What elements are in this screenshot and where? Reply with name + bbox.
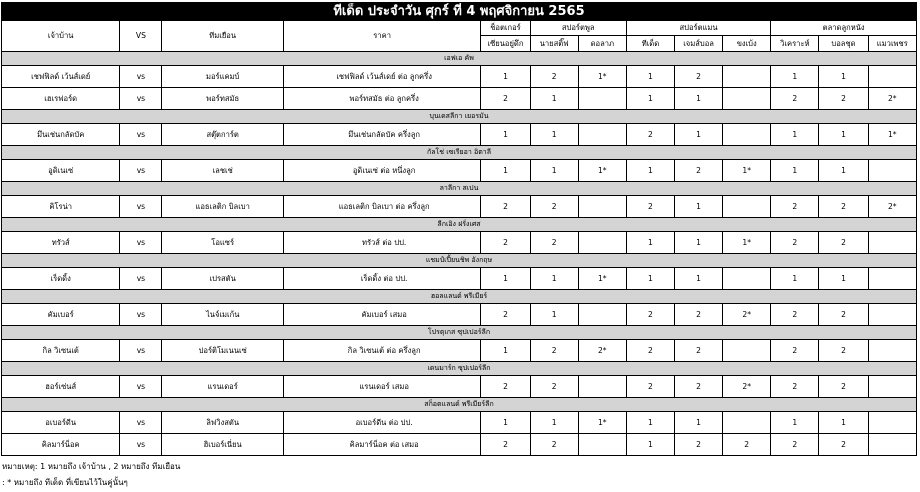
league-row <box>2 326 917 340</box>
pick-cell <box>868 232 916 254</box>
pick-cell: 1* <box>578 268 626 290</box>
header-group-sportman: สปอร์ตแมน <box>626 21 770 36</box>
pick-cell: 1 <box>675 412 723 434</box>
footnotes <box>2 459 180 491</box>
pick-cell: 1 <box>626 88 674 110</box>
pick-cell: 1 <box>675 196 723 218</box>
header-tipster: เซียนอยู่ดึก <box>481 36 530 52</box>
pick-cell: 2 <box>481 304 530 326</box>
pick-cell: 2 <box>530 340 578 362</box>
pick-cell: 1 <box>626 268 674 290</box>
away-team: แอธเลติก บิลเบา <box>162 196 283 218</box>
away-team: มอร์แคมบ์ <box>162 66 283 88</box>
pick-cell <box>723 340 771 362</box>
pick-cell: 2 <box>530 376 578 398</box>
pick-cell: 2 <box>675 304 723 326</box>
pick-cell: 2 <box>771 376 819 398</box>
pick-cell: 1 <box>771 66 819 88</box>
league-row <box>2 362 917 376</box>
pick-cell: 2 <box>819 376 868 398</box>
pick-cell: 1* <box>723 232 771 254</box>
home-team: คิลมาร์น็อค <box>2 434 120 456</box>
vs-label: vs <box>120 434 162 456</box>
footnote-star: : * หมายถึง ทีเด็ด ที่เขียนไว้ในคู่นั้นๆ <box>2 478 128 487</box>
pick-cell: 1 <box>819 124 868 146</box>
away-team: ลิฟวิงสตัน <box>162 412 283 434</box>
price-text: คิลมาร์น็อค ต่อ เสมอ <box>283 434 481 456</box>
pick-cell <box>868 304 916 326</box>
pick-cell: 2 <box>771 88 819 110</box>
pick-cell: 2 <box>530 434 578 456</box>
pick-cell <box>578 196 626 218</box>
home-team: อูดิเนเซ่ <box>2 160 120 182</box>
pick-cell: 1 <box>626 66 674 88</box>
vs-label: vs <box>120 66 162 88</box>
pick-cell: 2 <box>675 160 723 182</box>
pick-cell: 1 <box>819 412 868 434</box>
pick-cell: 1 <box>481 412 530 434</box>
pick-cell: 2 <box>771 304 819 326</box>
pick-cell: 1 <box>530 160 578 182</box>
header-tipster: วิเคราะห์ <box>771 36 819 52</box>
pick-cell: 2 <box>530 66 578 88</box>
price-text: มึนเช่นกลัดบัค ครึ่งลูก <box>283 124 481 146</box>
title-row <box>2 3 917 21</box>
pick-cell: 2 <box>675 376 723 398</box>
league-row <box>2 218 917 232</box>
league-name: แชมป์เปี้ยนชิพ อังกฤษ <box>2 254 917 268</box>
pick-cell: 2 <box>819 340 868 362</box>
league-name: โปรตุเกส ซุปเปอร์ลีก <box>2 326 917 340</box>
pick-cell: 1 <box>675 124 723 146</box>
pick-cell: 1 <box>675 268 723 290</box>
tips-table-body <box>2 3 917 456</box>
pick-cell <box>723 66 771 88</box>
pick-cell: 1* <box>578 160 626 182</box>
match-row <box>2 434 917 456</box>
pick-cell: 1 <box>481 66 530 88</box>
pick-cell: 2 <box>675 340 723 362</box>
league-name: บุนเดสลีกา เยอรมัน <box>2 110 917 124</box>
away-team: พอร์ทสมัธ <box>162 88 283 110</box>
pick-cell <box>868 160 916 182</box>
tips-sheet <box>1 2 917 456</box>
pick-cell: 1 <box>530 412 578 434</box>
home-team: เฮเรฟอร์ด <box>2 88 120 110</box>
pick-cell <box>578 88 626 110</box>
home-team: มึนเช่นกลัดบัค <box>2 124 120 146</box>
pick-cell: 1 <box>771 124 819 146</box>
pick-cell: 2* <box>868 88 916 110</box>
away-team: โอแซร์ <box>162 232 283 254</box>
header-tipster: บอลชุด <box>819 36 868 52</box>
pick-cell <box>723 268 771 290</box>
pick-cell: 2 <box>819 304 868 326</box>
header-tipster: นายสติ๊ฟ <box>530 36 578 52</box>
pick-cell: 2 <box>530 232 578 254</box>
match-row <box>2 376 917 398</box>
match-row <box>2 124 917 146</box>
price-text: อเบอร์ดีน ต่อ ปป. <box>283 412 481 434</box>
header-vs: VS <box>120 21 162 52</box>
price-text: เร็ดดิ้ง ต่อ ปป. <box>283 268 481 290</box>
pick-cell: 2 <box>819 232 868 254</box>
pick-cell: 1 <box>771 160 819 182</box>
pick-cell: 1 <box>771 268 819 290</box>
pick-cell: 2 <box>626 196 674 218</box>
pick-cell <box>723 412 771 434</box>
price-text: แอธเลติก บิลเบา ต่อ ครึ่งลูก <box>283 196 481 218</box>
pick-cell: 2 <box>481 376 530 398</box>
pick-cell: 2 <box>819 88 868 110</box>
home-team: ฮอร์เซ่นส์ <box>2 376 120 398</box>
price-text: อูดิเนเซ่ ต่อ หนึ่งลูก <box>283 160 481 182</box>
pick-cell: 2 <box>771 434 819 456</box>
pick-cell <box>578 376 626 398</box>
pick-cell: 2 <box>675 66 723 88</box>
league-name: เอฟเอ คัพ <box>2 52 917 66</box>
pick-cell: 1 <box>530 304 578 326</box>
vs-label: vs <box>120 268 162 290</box>
pick-cell: 1 <box>530 124 578 146</box>
vs-label: vs <box>120 340 162 362</box>
footnote-legend: หมายเหตุ: 1 หมายถึง เจ้าบ้าน , 2 หมายถึง ทีมเยือน <box>2 462 181 471</box>
pick-cell: 1 <box>481 268 530 290</box>
league-name: กัลโช่ เซเรียอา อิตาลี <box>2 146 917 160</box>
pick-cell <box>868 412 916 434</box>
tips-table <box>1 2 917 456</box>
pick-cell: 2 <box>626 376 674 398</box>
pick-cell: 2 <box>723 434 771 456</box>
vs-label: vs <box>120 88 162 110</box>
match-row <box>2 232 917 254</box>
match-row <box>2 304 917 326</box>
pick-cell: 1* <box>578 66 626 88</box>
header-tipster: ขงเบ้ง <box>723 36 771 52</box>
pick-cell <box>578 232 626 254</box>
price-text: คัมเบอร์ เสมอ <box>283 304 481 326</box>
header-group-sportpool: สปอร์ตพูล <box>530 21 626 36</box>
pick-cell <box>578 434 626 456</box>
pick-cell: 2 <box>481 88 530 110</box>
pick-cell <box>868 66 916 88</box>
header-away: ทีมเยือน <box>162 21 283 52</box>
page-title: ทีเด็ด ประจำวัน ศุกร์ ที่ 4 พฤศจิกายน 2565 <box>2 3 917 21</box>
pick-cell <box>723 196 771 218</box>
league-name: เดนมาร์ก ซุปเปอร์ลีก <box>2 362 917 376</box>
pick-cell: 2 <box>481 232 530 254</box>
header-tipster: แมวเพชร <box>868 36 916 52</box>
league-name: ฮอลแลนด์ พรีเมียร์ <box>2 290 917 304</box>
pick-cell <box>868 376 916 398</box>
header-tipster: ทีเด็ด <box>626 36 674 52</box>
pick-cell: 1 <box>626 412 674 434</box>
league-row <box>2 52 917 66</box>
league-row <box>2 146 917 160</box>
away-team: ปอร์ติโมเนนเซ่ <box>162 340 283 362</box>
vs-label: vs <box>120 160 162 182</box>
pick-cell: 2 <box>626 124 674 146</box>
away-team: ไนจ์เมเก้น <box>162 304 283 326</box>
league-name: ลาลีกา สเปน <box>2 182 917 196</box>
pick-cell: 2* <box>868 196 916 218</box>
pick-cell: 2 <box>530 196 578 218</box>
pick-cell: 1* <box>723 160 771 182</box>
header-tipster: เจมส์บอล <box>675 36 723 52</box>
league-row <box>2 290 917 304</box>
pick-cell: 1 <box>481 160 530 182</box>
match-row <box>2 88 917 110</box>
pick-cell: 1 <box>530 268 578 290</box>
pick-cell <box>578 124 626 146</box>
pick-cell: 1 <box>819 268 868 290</box>
pick-cell: 2 <box>771 232 819 254</box>
pick-cell: 1 <box>771 412 819 434</box>
match-row <box>2 412 917 434</box>
pick-cell: 1* <box>578 412 626 434</box>
pick-cell: 1 <box>481 340 530 362</box>
home-team: เร็ดดิ้ง <box>2 268 120 290</box>
away-team: แรนเดอร์ <box>162 376 283 398</box>
pick-cell <box>868 340 916 362</box>
price-text: พอร์ทสมัธ ต่อ ลูกครึ่ง <box>283 88 481 110</box>
home-team: คิโรน่า <box>2 196 120 218</box>
pick-cell: 2 <box>771 196 819 218</box>
league-row <box>2 398 917 412</box>
vs-label: vs <box>120 124 162 146</box>
match-row <box>2 196 917 218</box>
away-team: สตุ๊ตการ์ต <box>162 124 283 146</box>
pick-cell: 1 <box>675 88 723 110</box>
price-text: เชฟฟิลด์ เว้นส์เดย์ ต่อ ลูกครึ่ง <box>283 66 481 88</box>
header-row-groups <box>2 21 917 36</box>
home-team: อเบอร์ดีน <box>2 412 120 434</box>
pick-cell: 1 <box>626 232 674 254</box>
price-text: แรนเดอร์ เสมอ <box>283 376 481 398</box>
home-team: คัมเบอร์ <box>2 304 120 326</box>
pick-cell: 1 <box>626 434 674 456</box>
match-row <box>2 160 917 182</box>
header-home: เจ้าบ้าน <box>2 21 120 52</box>
vs-label: vs <box>120 304 162 326</box>
header-group-market: ตลาดลูกหนัง <box>771 21 917 36</box>
pick-cell: 1 <box>626 160 674 182</box>
pick-cell: 2 <box>675 434 723 456</box>
vs-label: vs <box>120 376 162 398</box>
pick-cell <box>723 124 771 146</box>
pick-cell: 2 <box>819 196 868 218</box>
pick-cell: 1 <box>819 160 868 182</box>
vs-label: vs <box>120 232 162 254</box>
league-row <box>2 254 917 268</box>
away-team: เลชเช่ <box>162 160 283 182</box>
pick-cell <box>868 268 916 290</box>
match-row <box>2 66 917 88</box>
vs-label: vs <box>120 196 162 218</box>
home-team: เชฟฟิลด์ เว้นส์เดย์ <box>2 66 120 88</box>
pick-cell: 1 <box>819 66 868 88</box>
pick-cell: 2 <box>626 304 674 326</box>
league-name: ลีกเอิง ฝรั่งเศส <box>2 218 917 232</box>
pick-cell: 1* <box>868 124 916 146</box>
pick-cell: 1 <box>481 124 530 146</box>
pick-cell: 2* <box>578 340 626 362</box>
pick-cell: 2* <box>723 304 771 326</box>
price-text: ทรัวส์ ต่อ ปป. <box>283 232 481 254</box>
league-name: สก็อตแลนด์ พรีเมียร์ลีก <box>2 398 917 412</box>
match-row <box>2 340 917 362</box>
away-team: ฮิเบอร์เนี่ยน <box>162 434 283 456</box>
header-tipster: ดอลาภ <box>578 36 626 52</box>
home-team: กิล วิเซนเต้ <box>2 340 120 362</box>
pick-cell: 2 <box>771 340 819 362</box>
pick-cell: 2 <box>481 196 530 218</box>
pick-cell: 2 <box>626 340 674 362</box>
home-team: ทรัวส์ <box>2 232 120 254</box>
pick-cell: 1 <box>675 232 723 254</box>
header-group-shocker: ช็อตเกอร์ <box>481 21 530 36</box>
pick-cell: 2 <box>481 434 530 456</box>
pick-cell: 2* <box>723 376 771 398</box>
vs-label: vs <box>120 412 162 434</box>
pick-cell <box>868 434 916 456</box>
pick-cell: 2 <box>819 434 868 456</box>
pick-cell <box>578 304 626 326</box>
pick-cell <box>723 88 771 110</box>
pick-cell: 1 <box>530 88 578 110</box>
away-team: เปรสตัน <box>162 268 283 290</box>
match-row <box>2 268 917 290</box>
league-row <box>2 182 917 196</box>
header-price: ราคา <box>283 21 481 52</box>
price-text: กิล วิเซนเต้ ต่อ ครึ่งลูก <box>283 340 481 362</box>
league-row <box>2 110 917 124</box>
